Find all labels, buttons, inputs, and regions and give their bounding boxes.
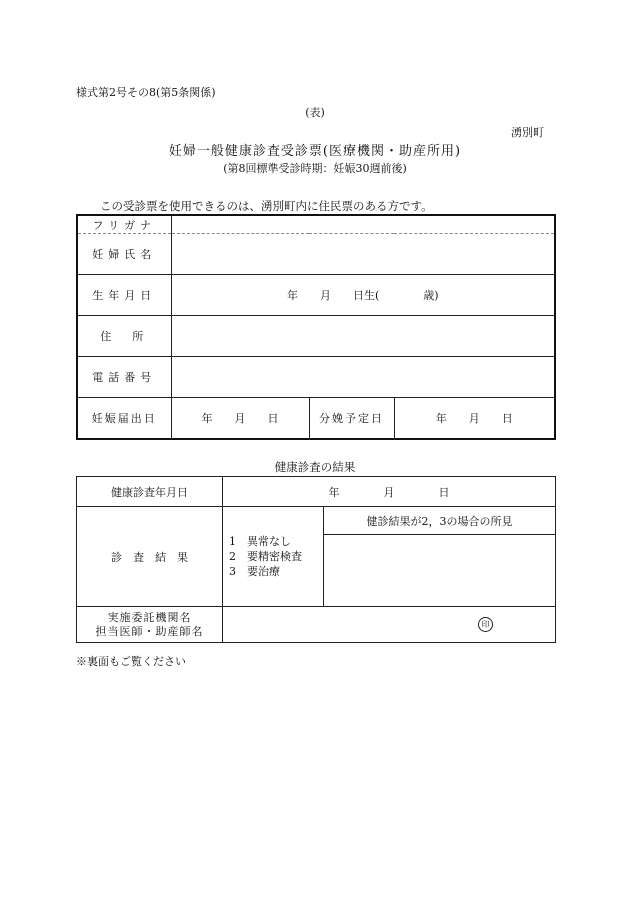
footnote: ※裏面もご覧ください: [76, 655, 186, 668]
exam-date-row: [77, 477, 556, 507]
patient-info-table: [76, 214, 556, 440]
phone-label: 電話番号: [77, 357, 171, 398]
findings-field[interactable]: [324, 535, 556, 607]
name-label: 妊婦氏名: [77, 234, 171, 275]
result-row: [77, 507, 556, 535]
institution-row: [77, 607, 556, 643]
birth-row: [77, 275, 555, 316]
option-detailed-exam[interactable]: 2 要精密検査: [229, 550, 302, 563]
birth-field[interactable]: 年 月 日生( 歳): [171, 275, 555, 316]
exam-date-field[interactable]: 年 月 日: [223, 477, 556, 507]
result-label: 診 査 結 果: [77, 507, 223, 607]
pregnancy-report-field[interactable]: 年 月 日: [171, 398, 309, 440]
institution-field[interactable]: [223, 607, 556, 643]
seal-mark: 印: [478, 617, 493, 632]
side-mark: (表): [305, 106, 325, 119]
due-date-label: 分娩予定日: [309, 398, 394, 440]
results-heading: 健康診査の結果: [274, 460, 356, 474]
furigana-label: フリガナ: [77, 215, 171, 234]
address-row: [77, 316, 555, 357]
dates-row: [77, 398, 555, 440]
institution-label: [77, 607, 223, 643]
page-title: 妊婦一般健康診査受診票(医療機関・助産所用): [168, 144, 462, 159]
pregnancy-report-label: 妊娠届出日: [77, 398, 171, 440]
page-subtitle: (第8回標準受診時期：妊娠30週前後): [223, 162, 407, 175]
due-date-field[interactable]: 年 月 日: [394, 398, 555, 440]
option-normal[interactable]: 1 異常なし: [229, 535, 291, 548]
furigana-field[interactable]: [171, 215, 555, 234]
institution-label-line2: 担当医師・助産師名: [95, 624, 204, 638]
eligibility-notice: この受診票を使用できるのは、湧別町内に住民票のある方です。: [100, 199, 433, 213]
name-row: [77, 234, 555, 275]
birth-label: 生年月日: [77, 275, 171, 316]
exam-results-table: [76, 476, 556, 643]
phone-row: [77, 357, 555, 398]
findings-header: 健診結果が2，3の場合の所見: [324, 507, 556, 535]
form-number: 様式第2号その8(第5条関係): [76, 86, 216, 99]
exam-date-label: 健康診査年月日: [77, 477, 223, 507]
town-name: 湧別町: [511, 126, 544, 139]
furigana-row: [77, 215, 555, 234]
option-treatment[interactable]: 3 要治療: [229, 565, 280, 578]
phone-field[interactable]: [171, 357, 555, 398]
result-options[interactable]: [223, 507, 324, 607]
address-label: 住 所: [77, 316, 171, 357]
institution-label-line1: 実施委託機関名: [107, 610, 192, 624]
name-field[interactable]: [171, 234, 555, 275]
address-field[interactable]: [171, 316, 555, 357]
